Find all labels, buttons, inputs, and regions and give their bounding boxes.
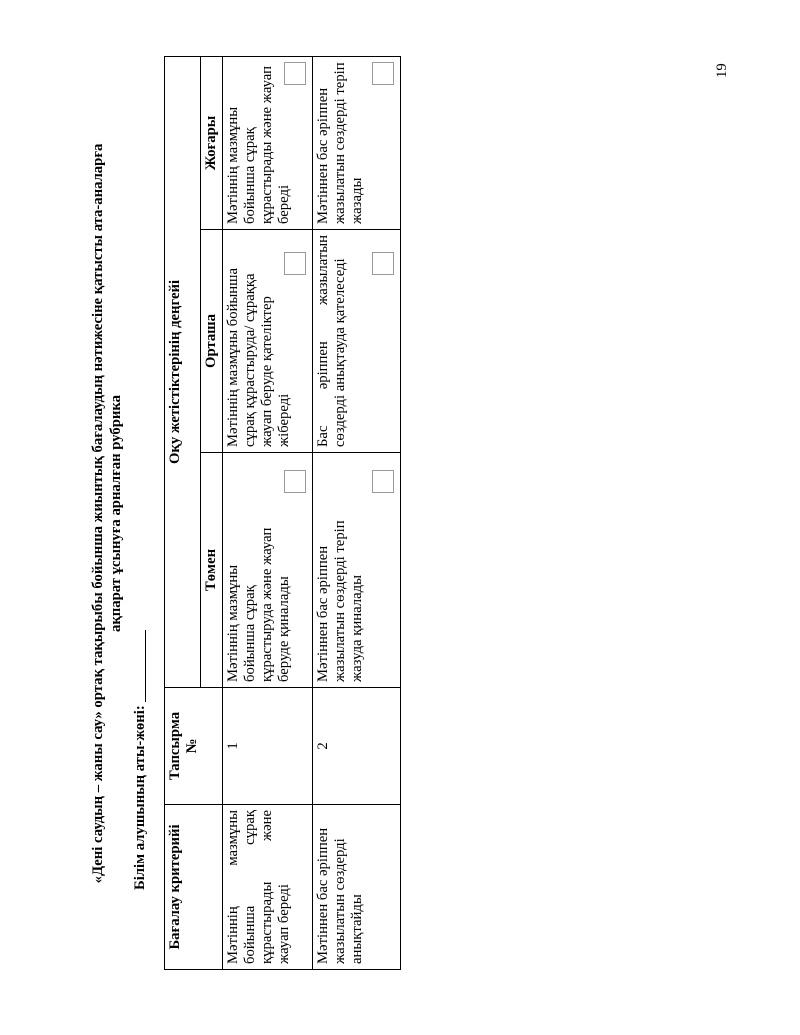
task-header-label: Тапсырма xyxy=(167,711,183,781)
cell-line: сөздерді анықтауда қателеседі xyxy=(332,258,348,447)
medium-level-cell xyxy=(313,230,401,453)
criterion-cell xyxy=(313,805,401,970)
cell-line: жазады xyxy=(349,177,365,224)
task-number-cell: 1 xyxy=(223,688,313,805)
high-level-cell xyxy=(313,56,401,229)
task-number-cell: 2 xyxy=(313,688,401,805)
cell-line: бойынша сұрақ xyxy=(242,127,258,224)
level-header-high: Жоғары xyxy=(201,56,223,229)
student-name-row xyxy=(131,630,149,890)
low-level-cell xyxy=(313,453,401,688)
rubric-table xyxy=(164,56,401,970)
cell-line: Мәтіннен бас әріппен xyxy=(315,87,331,224)
table-row xyxy=(223,56,313,969)
student-name-label: Білім алушының аты-жөні: xyxy=(132,705,148,890)
cell-line: Мәтіннен бас әріппен xyxy=(315,545,331,682)
table-row xyxy=(313,56,401,969)
low-level-cell xyxy=(223,453,313,688)
cell-line: сұрақ құрастыруда/ сұраққа xyxy=(242,273,258,447)
high-level-cell xyxy=(223,56,313,229)
document-title xyxy=(89,57,125,970)
level-header-low: Төмен xyxy=(201,453,223,688)
cell-line: бойынша сұрақ xyxy=(242,810,258,964)
cell-line: жауап береді xyxy=(276,884,292,964)
task-header xyxy=(165,688,223,805)
cell-line: жазуда қиналады xyxy=(349,575,365,682)
criterion-header-label: Бағалау критерийі xyxy=(167,824,183,950)
cell-line: Бас әріппен жазылатын xyxy=(315,235,331,447)
header-row xyxy=(165,56,201,969)
cell-line: жібереді xyxy=(276,393,292,447)
checkbox-square xyxy=(284,252,306,275)
task-header-number-sign: № xyxy=(184,738,200,754)
cell-line: бойынша сұрақ xyxy=(242,585,258,682)
criterion-header xyxy=(165,805,223,970)
checkbox-square xyxy=(372,62,394,85)
cell-line: жазылатын сөздерді теріп xyxy=(332,62,348,224)
checkbox-square xyxy=(372,252,394,275)
cell-line: Мәтіннің мазмұны бойынша xyxy=(225,268,241,447)
checkbox-square xyxy=(284,62,306,85)
cell-line: береді xyxy=(276,184,292,224)
cell-line: Мәтіннің мазмұны xyxy=(225,564,241,682)
cell-line: құрастыруда және жауап xyxy=(259,527,275,682)
cell-line: Мәтіннің мазмұны xyxy=(225,810,241,964)
level-header-medium: Орташа xyxy=(201,230,223,453)
cell-line: құрастырады және жауап xyxy=(259,66,275,224)
cell-line: жауап беруде қателіктер xyxy=(259,296,275,447)
cell-line: жазылатын сөздерді теріп xyxy=(332,520,348,682)
medium-level-cell xyxy=(223,230,313,453)
title-line-2: ақпарат ұсынуға арналған рубрика xyxy=(108,395,124,632)
checkbox-square xyxy=(284,470,306,493)
checkbox-square xyxy=(372,470,394,493)
title-line-1: «Дені саудың – жаны сау» ортақ тақырыбы бойынша жиынтық бағалаудың нәтижесіне қатысты ата-аналарға xyxy=(90,143,106,884)
cell-line: жазылатын сөздерді xyxy=(332,838,348,964)
levels-group-header xyxy=(165,56,201,687)
cell-line: Мәтіннен бас әріппен xyxy=(315,827,331,964)
cell-line: беруде қиналады xyxy=(276,576,292,682)
cell-line: Мәтіннің мазмұны xyxy=(225,106,241,224)
cell-line: құрастырады және xyxy=(259,810,275,964)
page-number: 19 xyxy=(714,63,730,78)
levels-group-label: Оқу жетістіктерінің деңгейі xyxy=(167,279,183,465)
cell-line: анықтайды xyxy=(349,894,365,964)
rubric-body xyxy=(165,56,401,969)
criterion-cell xyxy=(223,805,313,970)
student-name-blank-line xyxy=(132,630,146,702)
